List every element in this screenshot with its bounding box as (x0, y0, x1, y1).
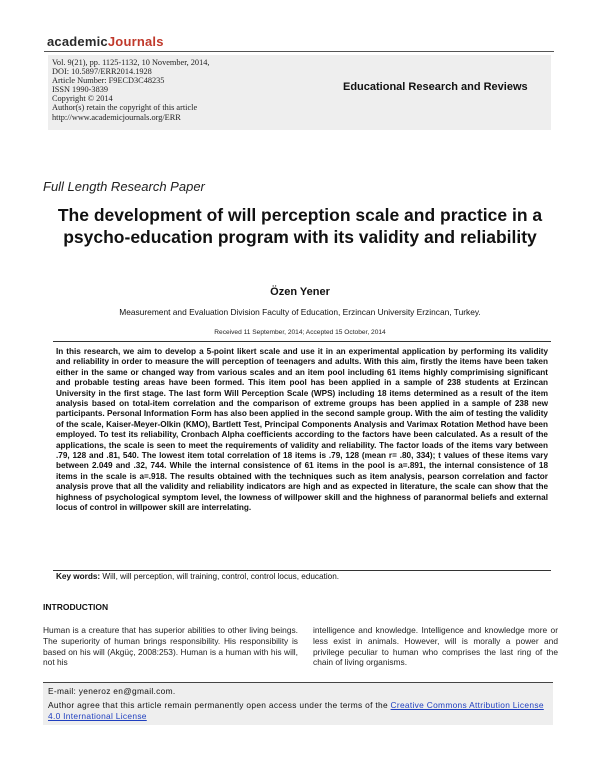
meta-issn: ISSN 1990-3839 (52, 85, 109, 95)
logo-suffix: Journals (107, 34, 164, 49)
meta-doi: DOI: 10.5897/ERR2014.1928 (52, 67, 152, 77)
license-note (48, 700, 548, 722)
keywords-list: Will, will perception, will training, control, control locus, education. (102, 572, 340, 581)
paper-title: The development of will perception scale and practice in a psycho-education program with its validity and reliability (57, 205, 543, 247)
abstract-text: In this research, we aim to develop a 5-point likert scale and use it in an experimental application by performing its validity and reliability in order to measure the will perception of teenagers and adults. With this aim, firstly the items have been taken either in the same or changed way from various scales and an item pool including 61 items highly comprimising significant and probable testing areas have been formed. This item pool has been applied in a sample of 238 students at Erzincan University in the first stage. The last form Will Perception Scale (WPS) including 18 items determined as a result of the item analysis based on total-item correlation and the comparison of extreme groups has been applied in a sample of 238 new participants. Personal Information Form has also been applied in the second sample group. With the aim of testing the validity of the scale, Kaiser-Meyer-Olkin (KMO), Bartlett Test, Principal Components Analysis and Varimax Rotation Method have been employed. To test its reliability, Cronbach Alpha coefficients according to the factors have been calculated. As a result of the applications, the scale is seen to meet the requirements of validity and reliability. The factor loads of the items vary between .79, 128 and .81, 540. The lowest item total correlation of 18 items is .79, 128 (mean r= .80, 334); t values of these items vary between 2.049 and .32, 744. While the internal consistence of 61 items in the pool is a=.891, the internal consistence of 18 items in the scale is a=.918. The results obtained with the techniques such as item analysis, pearson correlation and factor analysis prove that all the validity and reliability indicators are high and as expected in literature, the scale can show that the highness of psychological symptom level, the lowness of willpower skill and the highness of paranormal beliefs and external locus of control in willpower skill are interrelating. (56, 347, 548, 513)
author-name: Özen Yener (270, 286, 330, 298)
meta-volume: Vol. 9(21), pp. 1125-1132, 10 November, 2014, (52, 58, 210, 67)
logo-prefix: academic (47, 34, 108, 49)
meta-url[interactable]: http://www.academicjournals.org/ERR (52, 112, 181, 122)
section-heading-introduction: INTRODUCTION (43, 602, 109, 612)
license-link[interactable]: Creative Commons Attribution License 4.0 International License (48, 700, 544, 721)
intro-column-right: intelligence and knowledge. Intelligence and knowledge more or less exist in animals. However, will is morally a power and privilege peculiar to human who comprises the last ring of the chain of living organisms. (313, 625, 558, 668)
meta-rights: Author(s) retain the copyright of this article (52, 103, 198, 113)
license-text: Author agree that this article remain permanently open access under the terms of the (48, 700, 391, 710)
publisher-logo (47, 34, 164, 49)
intro-column-left: Human is a creature that has superior abilities to other living beings. The superiority of human brings responsibility. His responsibility is based on his will (Akgüç, 2008:253). Human is a human with his will, not his (43, 625, 298, 668)
received-dates: Received 11 September, 2014; Accepted 15 October, 2014 (214, 329, 386, 336)
journal-title: Educational Research and Reviews (343, 81, 528, 93)
keywords (56, 572, 548, 581)
author-affiliation: Measurement and Evaluation Division Faculty of Education, Erzincan University Erzincan, Turkey. (119, 307, 481, 317)
header-rule (44, 51, 554, 52)
article-metadata (52, 58, 209, 122)
paper-type: Full Length Research Paper (43, 179, 205, 194)
meta-article-number: Article Number: F9ECD3C48235 (52, 76, 165, 86)
meta-copyright: Copyright © 2014 (52, 94, 113, 104)
corresponding-email[interactable]: E-mail: yeneroz en@gmail.com. (48, 686, 176, 696)
keywords-label: Key words: (56, 572, 101, 581)
